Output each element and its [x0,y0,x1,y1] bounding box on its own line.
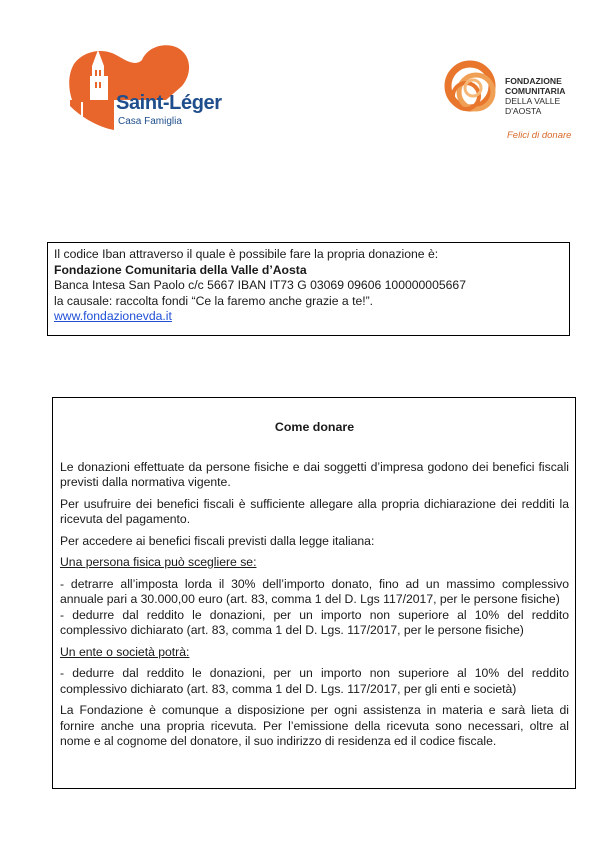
brand-name: Saint-Léger [116,92,222,114]
persona-fisica-heading: Una persona fisica può scegliere se: [60,555,257,569]
brand-subtitle: Casa Famiglia [118,116,182,127]
iban-intro: Il codice Iban attraverso il quale è possibile fare la propria donazione è: [54,247,439,261]
persona-fisica-option-2: - dedurre dal reddito le donazioni, per un importo non superiore al 10% del reddito complessivo dichiarato (art. 83, comma 1 del D. Lgs. 117/2017, per le persone fisiche) [60,607,569,637]
ente-societa-heading: Un ente o società potrà: [60,644,190,659]
donate-paragraph-3: Per accedere ai benefici fiscali previsti dalla legge italiana: [60,533,375,548]
how-to-donate-box [52,397,576,789]
donate-title: Come donare [274,420,355,434]
fondazione-tagline: Felici di donare [507,130,572,141]
saint-leger-logo [62,40,237,135]
donate-final-paragraph: La Fondazione è comunque a disposizione per ogni assistenza in materia e sarà lieta di fornire anche una propria ricevuta. Per l’emissione della ricevuta sono necessari, oltre al nome e al cognome del donatore, il suo indirizzo di residenza ed il codice fiscale. [60,703,569,748]
fondazione-line-2: COMUNITARIA [505,86,566,96]
persona-fisica-option-1: - detrarre all’imposta lorda il 30% dell’importo donato, fino ad un massimo complessivo annuale pari a 30.000,00 euro (art. 83, comma 1 del D. Lgs 117/2017, per le persone fisiche) [60,576,569,606]
fondazione-line-3: DELLA VALLE [505,96,561,106]
iban-bank-details: Banca Intesa San Paolo c/c 5667 IBAN IT73 G 03069 09606 100000005667 [54,278,466,292]
donate-paragraph-2: Per usufruire dei benefici fiscali è sufficiente allegare alla propria dichiarazione dei redditi la ricevuta del pagamento. [60,496,569,526]
rings-icon [440,52,505,147]
website-link[interactable]: www.fondazionevda.it [54,309,172,323]
fondazione-line-4: D'AOSTA [505,106,542,116]
fondazione-name [505,76,565,116]
iban-organization: Fondazione Comunitaria della Valle d’Aosta [54,262,307,277]
donate-paragraph-1: Le donazioni effettuate da persone fisiche e dai soggetti d’impresa godono dei benefici fiscali previsti dalla normativa vigente. [60,459,569,489]
fondazione-logo [440,52,590,147]
iban-causale: la causale: raccolta fondi “Ce la faremo anche grazie a te!”. [54,293,374,308]
ente-societa-option-1: - dedurre dal reddito le donazioni, per un importo non superiore al 10% del reddito complessivo dichiarato (art. 83, comma 1 del D. Lgs. 117/2017, per gli enti e società) [60,666,569,696]
iban-box [47,242,570,336]
fondazione-line-1: FONDAZIONE [505,76,562,86]
